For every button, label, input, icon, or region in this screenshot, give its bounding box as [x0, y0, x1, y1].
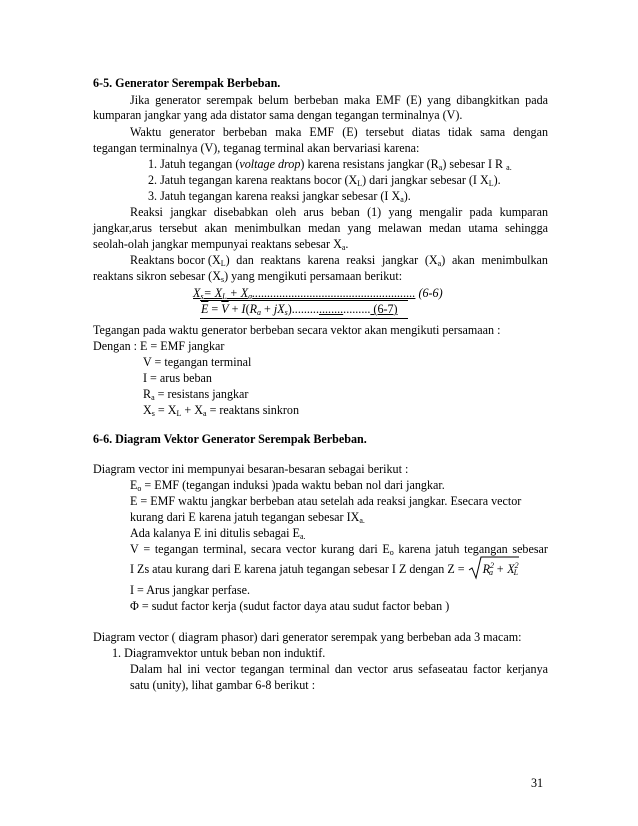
definition-ea: Ada kalanya E ini ditulis sebagai $E_{a.}$	[130, 526, 306, 541]
equation-6-6: $X_s= X_L + X_a$...................................................... (6-6)	[193, 286, 443, 301]
paragraph-2-line-1: Waktu generator berbeban maka EMF (E) tersebut diatas tidak sama dengan	[130, 125, 548, 139]
list-item-1: 1. Jatuh tegangan (voltage drop) karena resistans jangkar $(R_a)$ sebesar I R $_{a.}$	[148, 157, 512, 172]
definition-v-line-1: V = tegangan terminal, secara vector kurang dari $E_o$ karena jatuh tegangan sebesar	[130, 542, 548, 557]
list-item-3: 3. Jatuh tegangan karena reaksi jangkar sebesar (I $X_a$).	[148, 189, 411, 204]
paragraph-3-line-2: jangkar,arus tersebut akan menimbulkan medan yang melawan medan utama sehingga	[93, 221, 548, 235]
paragraph-4-line-1: Reaktans bocor $(X_L)$ dan reaktans karena reaksi jangkar $(X_a)$ akan menimbulkan	[130, 253, 548, 268]
paragraph-4-line-2: reaktans sikron sebesar $(X_s)$ yang mengikuti persamaan berikut:	[93, 269, 403, 284]
paragraph-3-line-1: Reaksi jangkar disebabkan oleh arus beban (1) yang mengalir pada kumparan	[130, 205, 548, 219]
definition-e0: $E_o$ = EMF (tegangan induksi )pada waktu beban nol dari jangkar.	[130, 478, 445, 493]
equation-6-7: $\overline{E} = \overline{V} + I(R_a + jX_s)$.......................... (6-7)	[201, 302, 398, 317]
equation-underline	[200, 318, 408, 319]
definition-phi: Φ = sudut factor kerja (sudut factor daya atau sudut factor beban )	[130, 599, 450, 613]
paragraph-2-line-2: tegangan terminalnya (V), teganag terminal akan bervariasi karena:	[93, 141, 420, 155]
paragraph-5: Tegangan pada waktu generator berbeban secara vektor akan mengikuti persamaan :	[93, 323, 501, 337]
definition-ra: $R_a$ = resistans jangkar	[143, 387, 249, 402]
definition-e-line-1: E = EMF waktu jangkar berbeban atau setelah ada reaksi jangkar. Esecara vector	[130, 494, 522, 508]
equation-overline	[200, 300, 408, 301]
page-number: 31	[531, 776, 544, 790]
definition-e: Dengan : E = EMF jangkar	[93, 339, 225, 353]
paragraph-1-line-1: Jika generator serempak belum berbeban maka EMF (E) yang dibangkitkan pada	[130, 93, 548, 107]
list-item-1-line-2: satu (unity), lihat gambar 6-8 berikut :	[130, 678, 316, 692]
sqrt-sign	[468, 556, 520, 580]
definition-v-line-2: I Zs atau kurang dari E karena jatuh tegangan sebesar I Z dengan Z = $R^2_a + X^2_L$	[130, 562, 522, 577]
sqrt-formula: $R^2_a + X^2_L$	[468, 562, 522, 577]
definition-e-line-2: kurang dari E karena jatuh tegangan sebesar $IX_{a.}$	[130, 510, 365, 525]
paragraph-3-line-3: seolah-olah jangkar mempunyai reaktans sebesar $X_a$.	[93, 237, 349, 252]
definition-xs: $X_s = X_L + X_a$ = reaktans sinkron	[143, 403, 300, 418]
list-item-non-inductive: 1. Diagramvektor untuk beban non induktif.	[112, 646, 326, 660]
paragraph-1-line-2: kumparan jangkar yang ada distator sama dengan tegangan terminalnya (V).	[93, 108, 463, 122]
paragraph-types: Diagram vector ( diagram phasor) dari generator serempak yang berbeban ada 3 macam:	[93, 630, 522, 644]
section-title-6-5: 6-5. Generator Serempak Berbeban.	[93, 76, 281, 90]
definition-i-current: I = Arus jangkar perfase.	[130, 583, 250, 597]
list-item-1-line-1: Dalam hal ini vector tegangan terminal dan vector arus sefaseatau factor kerjanya	[130, 662, 548, 676]
list-item-2: 2. Jatuh tegangan karena reaktans bocor $(X_L)$ dari jangkar sebesar (I $X_L$).	[148, 173, 501, 188]
section-6-6-intro: Diagram vector ini mempunyai besaran-besaran sebagai berikut :	[93, 462, 409, 476]
definition-i: I = arus beban	[143, 371, 212, 385]
section-title-6-6: 6-6. Diagram Vektor Generator Serempak Berbeban.	[93, 432, 367, 446]
definition-v: V = tegangan terminal	[143, 355, 252, 369]
